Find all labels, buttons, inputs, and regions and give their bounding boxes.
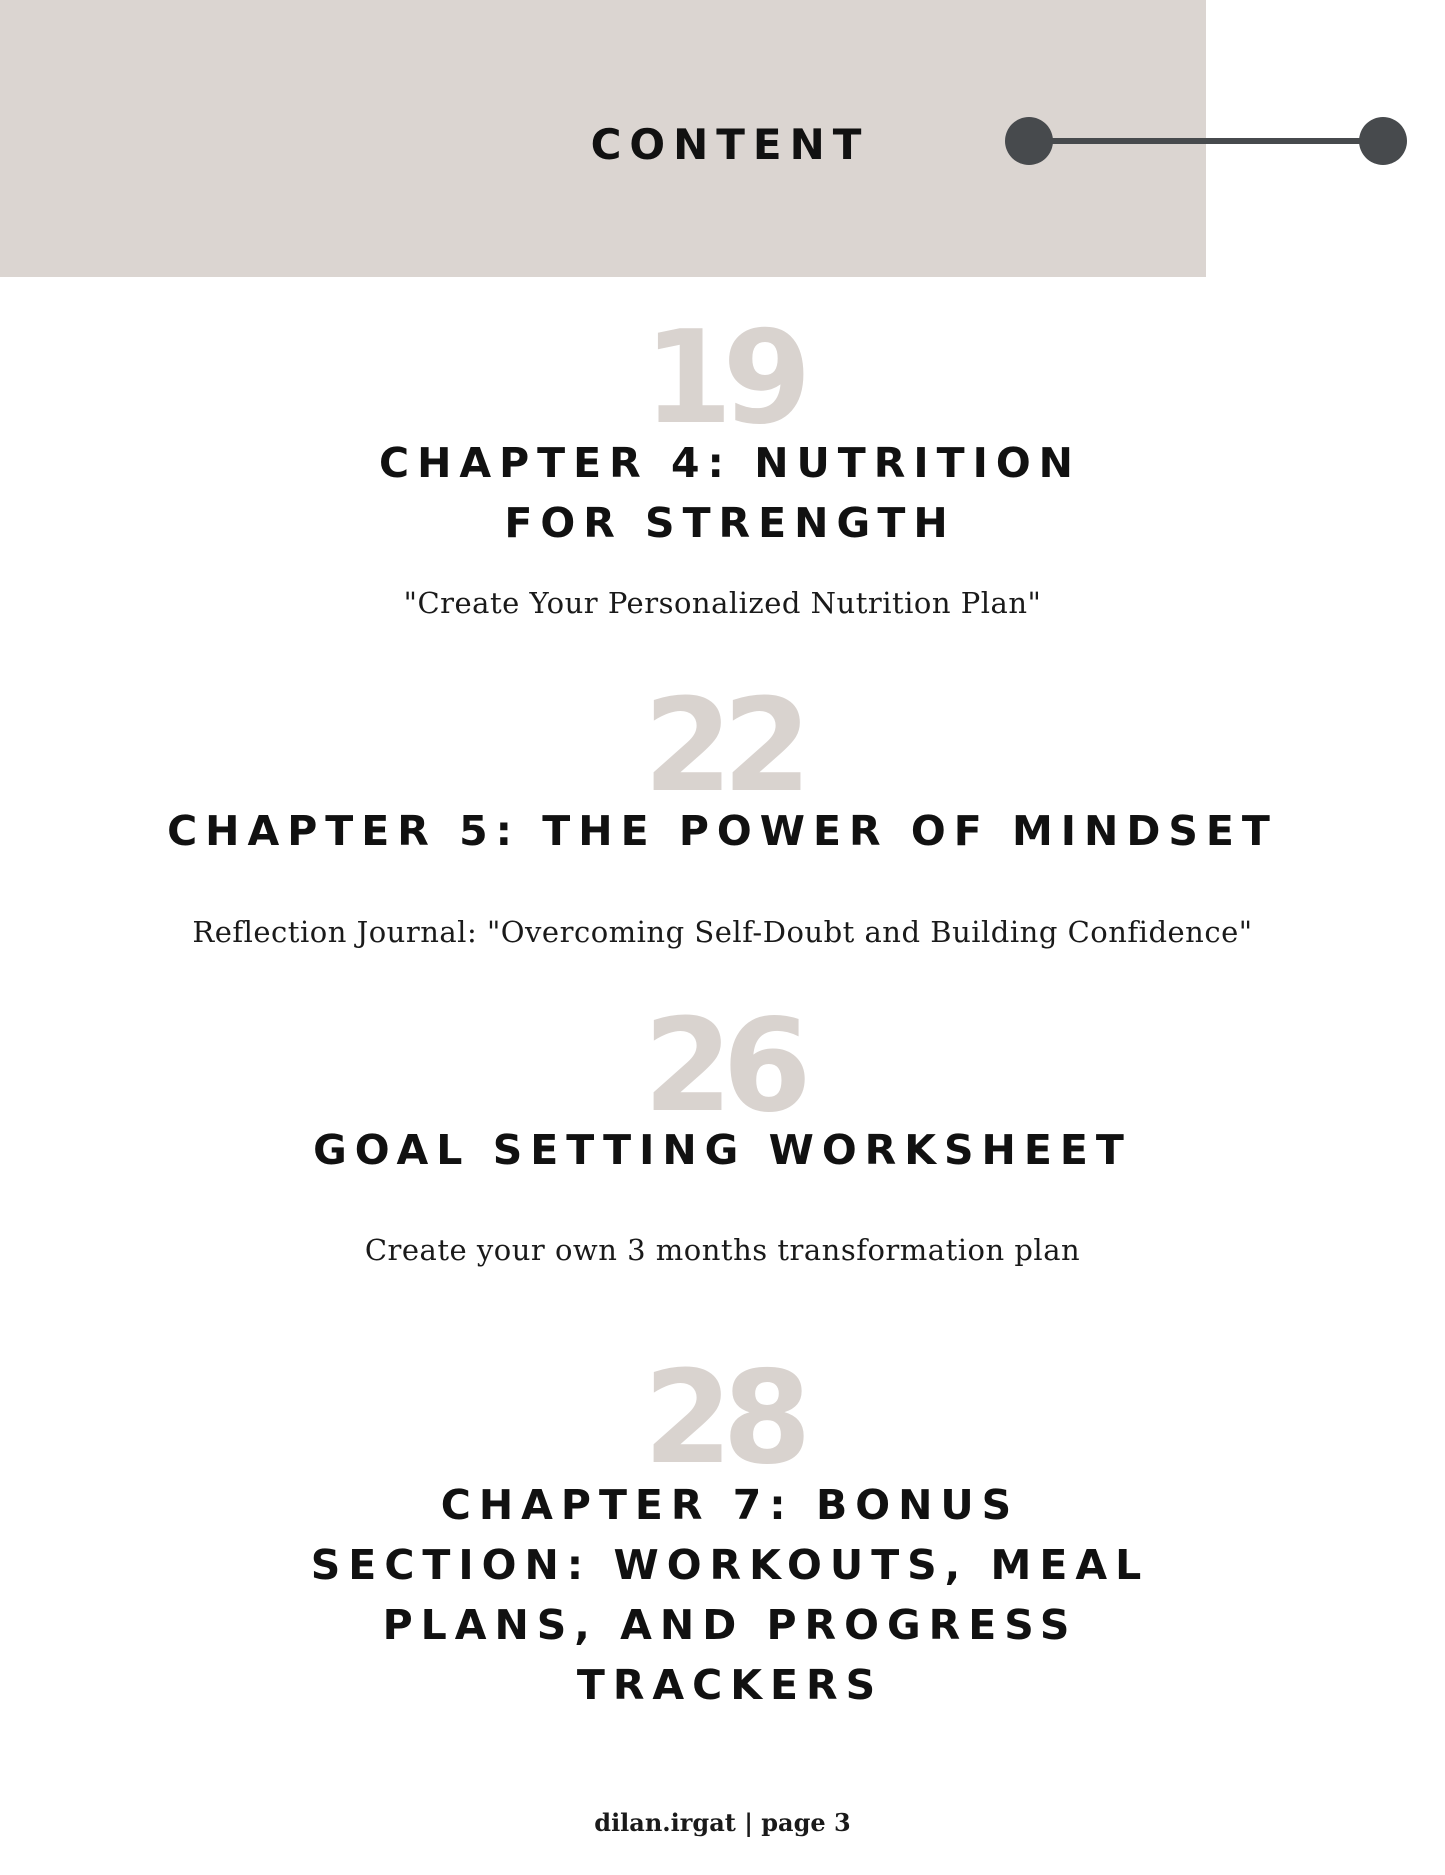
toc-page-number: 22 (643, 672, 802, 821)
toc-chapter-subtitle: "Create Your Personalized Nutrition Plan" (403, 586, 1042, 620)
toc-chapter-title: CHAPTER 7: BONUS SECTION: WORKOUTS, MEAL PLANS, AND PROGRESS TRACKERS (310, 1481, 1150, 1709)
page-title: CONTENT (590, 120, 870, 169)
page-footer: dilan.irgat | page 3 (594, 1808, 851, 1837)
toc-chapter-title: GOAL SETTING WORKSHEET (313, 1126, 1132, 1174)
slider-knob-right (1359, 117, 1407, 165)
toc-page-number: 19 (643, 304, 802, 453)
toc-chapter-subtitle: Create your own 3 months transformation plan (364, 1233, 1081, 1267)
toc-page-number: 26 (643, 992, 802, 1141)
toc-chapter-title: CHAPTER 4: NUTRITION FOR STRENGTH (379, 439, 1081, 547)
slider-knob-left (1005, 117, 1053, 165)
toc-chapter-subtitle: Reflection Journal: "Overcoming Self-Doubt and Building Confidence" (192, 915, 1253, 949)
slider-track (1029, 138, 1383, 144)
toc-chapter-title: CHAPTER 5: THE POWER OF MINDSET (167, 807, 1278, 855)
decorative-slider (1005, 117, 1407, 165)
toc-page-number: 28 (643, 1344, 802, 1493)
